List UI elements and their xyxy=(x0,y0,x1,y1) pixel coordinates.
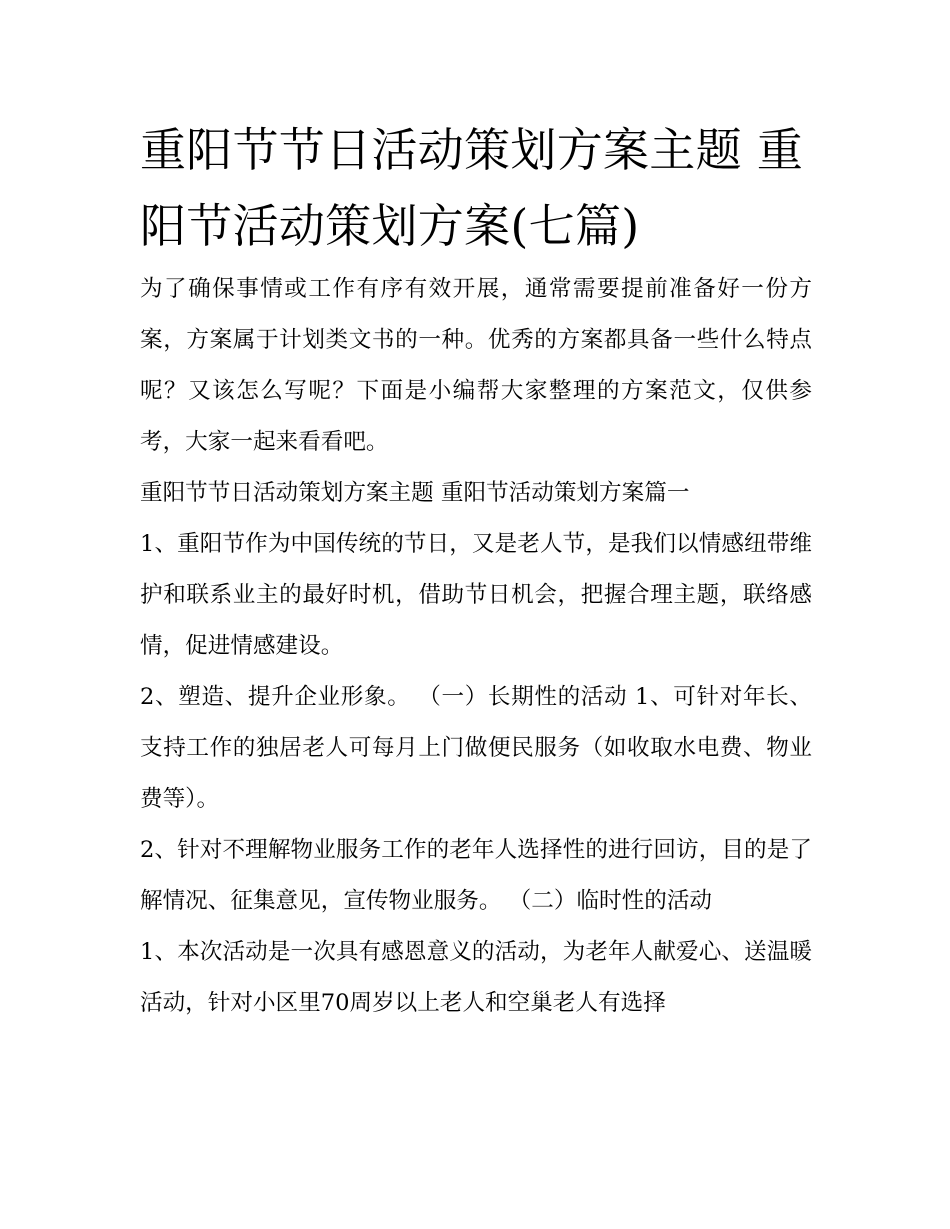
document-title: 重阳节节日活动策划方案主题 重阳节活动策划方案(七篇) xyxy=(140,123,804,253)
document-body xyxy=(140,112,812,1029)
paragraph-intro: 为了确保事情或工作有序有效开展，通常需要提前准备好一份方案，方案属于计划类文书的一种。优秀的方案都具备一些什么特点呢？又该怎么写呢？下面是小编帮大家整理的方案范文，仅供参考，大家一起来看看吧。 xyxy=(140,276,812,455)
section-heading: 重阳节节日活动策划方案主题 重阳节活动策划方案篇一 xyxy=(140,480,690,506)
paragraph-item-2: 2、塑造、提升企业形象。 （一）长期性的活动 1、可针对年长、支持工作的独居老人可每月上门做便民服务（如收取水电费、物业费等）。 xyxy=(140,684,812,812)
paragraph-item-4: 1、本次活动是一次具有感恩意义的活动，为老年人献爱心、送温暖活动，针对小区里70周岁以上老人和空巢老人有选择 xyxy=(140,939,812,1016)
paragraph-item-1: 1、重阳节作为中国传统的节日，又是老人节，是我们以情感纽带维护和联系业主的最好时机，借助节日机会，把握合理主题，联络感情，促进情感建设。 xyxy=(140,531,812,659)
paragraph-item-3: 2、针对不理解物业服务工作的老年人选择性的进行回访，目的是了解情况、征集意见，宣传物业服务。 （二）临时性的活动 xyxy=(140,837,812,914)
